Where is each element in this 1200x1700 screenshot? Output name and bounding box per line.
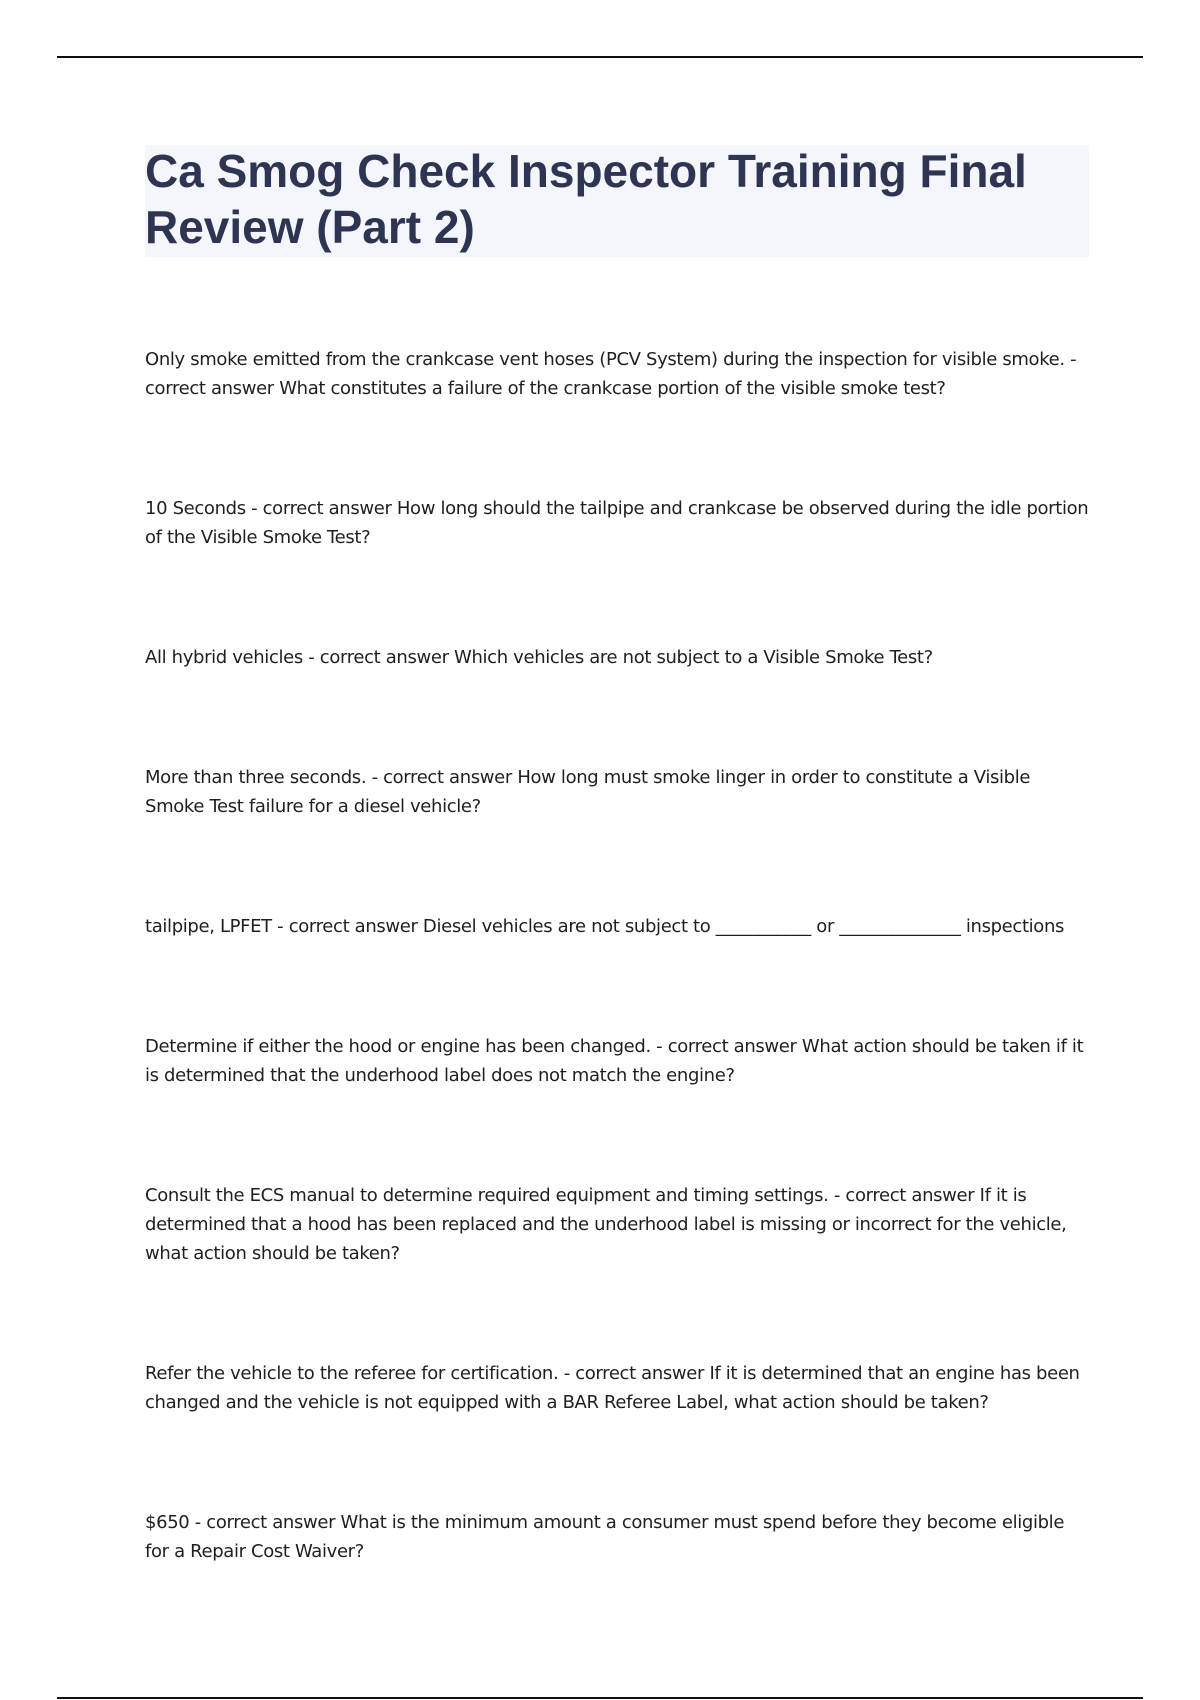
qa-item-4: More than three seconds. - correct answer How long must smoke linger in order to constitute a Visible Smoke Test failure for a diesel vehicle? <box>145 767 1031 817</box>
bottom-divider <box>57 1697 1143 1699</box>
qa-item-3: All hybrid vehicles - correct answer Which vehicles are not subject to a Visible Smoke Test? <box>145 647 933 668</box>
question-answer-list <box>145 345 1089 1657</box>
qa-item-2: 10 Seconds - correct answer How long should the tailpipe and crankcase be observed during the idle portion of the Visible Smoke Test? <box>145 498 1089 548</box>
qa-item-5: tailpipe, LPFET - correct answer Diesel vehicles are not subject to ___________ or ______________ inspections <box>145 916 1065 937</box>
qa-item-8: Refer the vehicle to the referee for certification. - correct answer If it is determined that an engine has been changed and the vehicle is not equipped with a BAR Referee Label, what action should be taken? <box>145 1363 1080 1413</box>
qa-item-1: Only smoke emitted from the crankcase vent hoses (PCV System) during the inspection for visible smoke. - correct answer What constitutes a failure of the crankcase portion of the visible smoke test? <box>145 349 1077 399</box>
document-title: Ca Smog Check Inspector Training Final Review (Part 2) <box>145 145 1027 253</box>
qa-item-9: $650 - correct answer What is the minimum amount a consumer must spend before they become eligible for a Repair Cost Waiver? <box>145 1512 1065 1562</box>
top-divider <box>57 56 1143 58</box>
qa-item-6: Determine if either the hood or engine has been changed. - correct answer What action should be taken if it is determined that the underhood label does not match the engine? <box>145 1036 1084 1086</box>
qa-item-7: Consult the ECS manual to determine required equipment and timing settings. - correct answer If it is determined that a hood has been replaced and the underhood label is missing or incorrect for the vehicle, what action should be taken? <box>145 1185 1067 1264</box>
